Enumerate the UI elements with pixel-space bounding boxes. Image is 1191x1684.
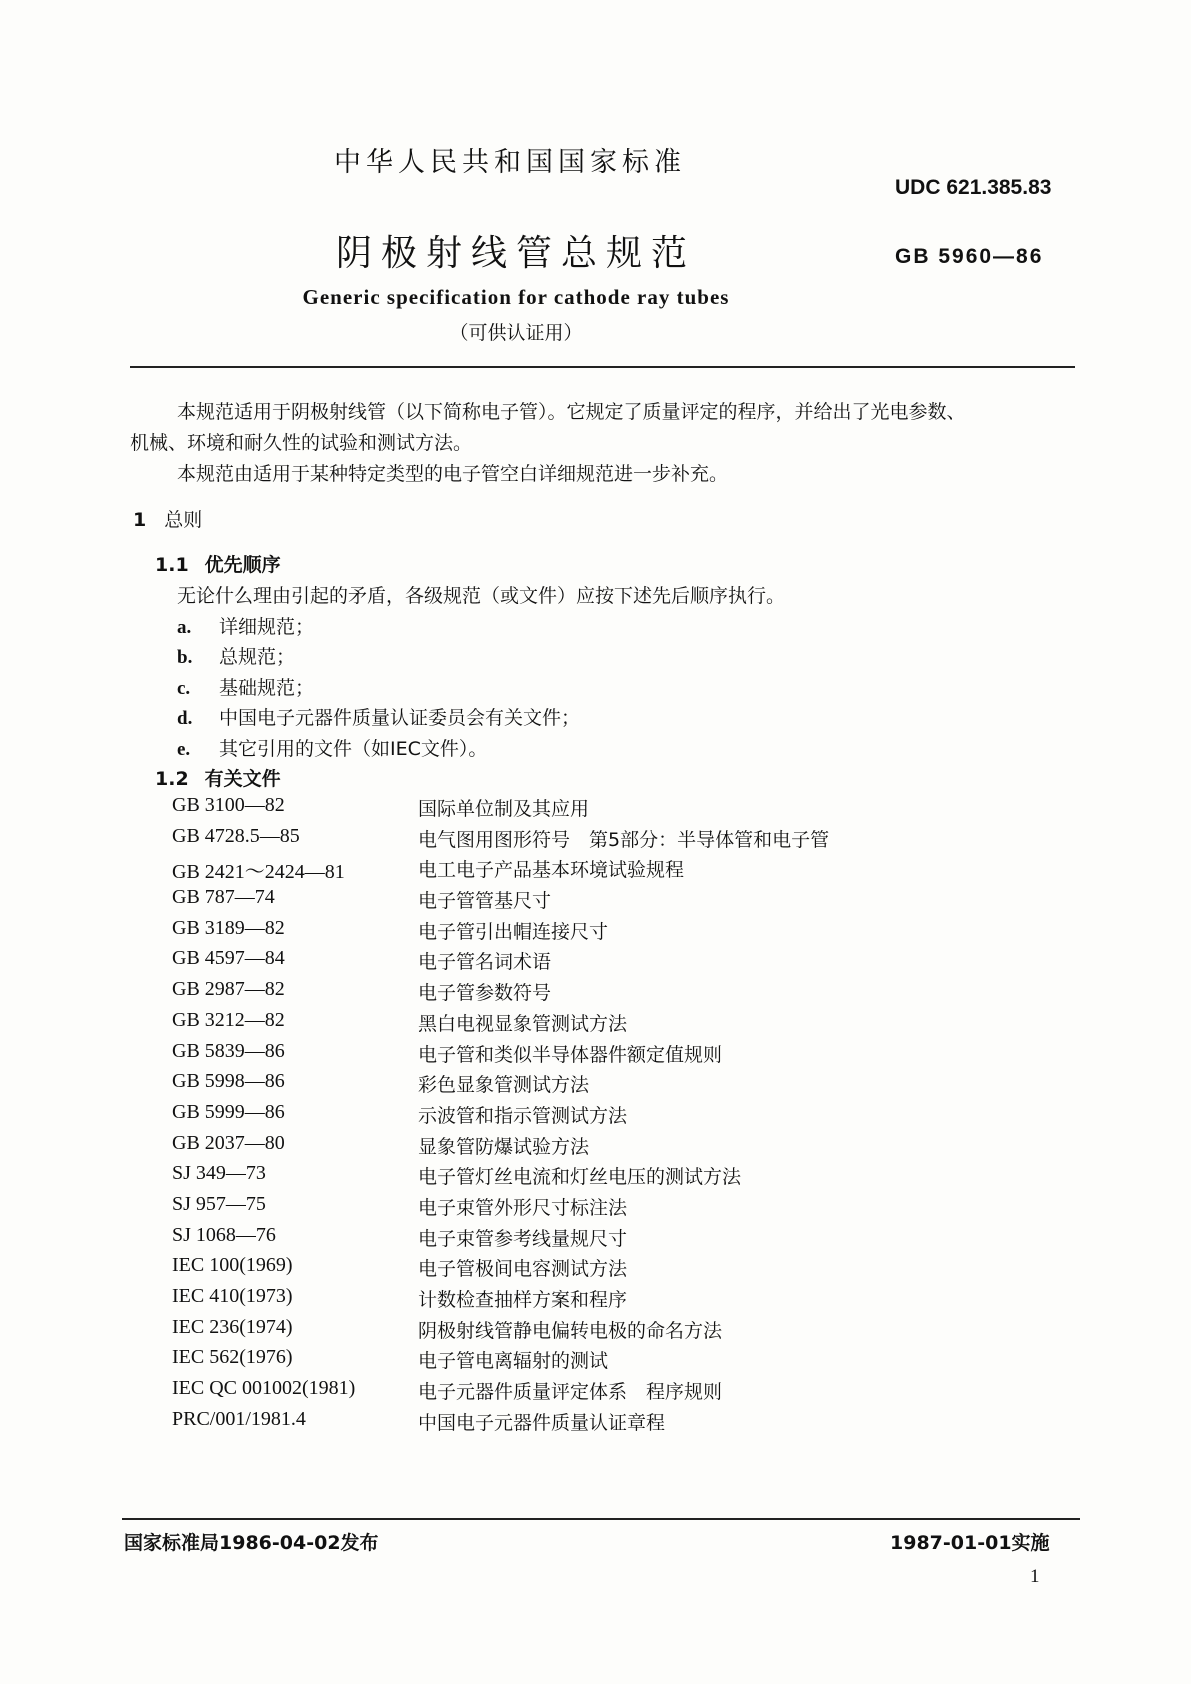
document-code: PRC/001/1981.4 <box>172 1407 306 1430</box>
document-row <box>172 1346 1032 1377</box>
document-code: GB 2037—80 <box>172 1131 285 1154</box>
document-code: GB 3100—82 <box>172 794 285 816</box>
document-row <box>172 1009 1032 1040</box>
document-code: GB 5839—86 <box>172 1039 285 1062</box>
related-documents-list <box>172 794 1032 1438</box>
document-row <box>172 1040 1032 1071</box>
document-code: IEC QC 001002(1981) <box>172 1377 356 1400</box>
item-letter: b. <box>177 647 193 669</box>
document-title: 电子束管参考线量规尺寸 <box>418 1227 628 1250</box>
page-number: 1 <box>1030 1566 1040 1587</box>
list-item <box>177 612 580 642</box>
udc-number: UDC 621.385.83 <box>895 176 1052 199</box>
document-title: 彩色显象管测试方法 <box>418 1074 590 1097</box>
document-row <box>172 917 1032 948</box>
document-title: 电子管名词术语 <box>418 951 552 974</box>
intro-paragraph-2: 本规范由适用于某种特定类型的电子管空白详细规范进一步补充。 <box>177 463 729 485</box>
section-number: 1 <box>133 509 147 531</box>
document-title: 电工电子产品基本环境试验规程 <box>418 859 685 882</box>
document-code: GB 5998—86 <box>172 1070 285 1093</box>
item-letter: d. <box>177 708 193 730</box>
document-title: 电子管管基尺寸 <box>418 890 552 913</box>
effective-date: 1987-01-01实施 <box>890 1532 1050 1554</box>
document-title: 黑白电视显象管测试方法 <box>418 1012 628 1035</box>
bottom-divider <box>122 1518 1080 1520</box>
item-text: 基础规范； <box>219 676 315 699</box>
top-divider <box>130 366 1075 368</box>
document-code: GB 3212—82 <box>172 1008 285 1031</box>
document-code: GB 5999—86 <box>172 1100 285 1123</box>
list-item <box>177 703 580 733</box>
document-row <box>172 1408 1032 1439</box>
item-letter: e. <box>177 738 191 760</box>
section-number: 1.1 <box>155 554 189 576</box>
section-title: 有关文件 <box>204 768 281 790</box>
document-row <box>172 1285 1032 1316</box>
document-title: 电子管引出帽连接尺寸 <box>418 920 609 943</box>
document-code: IEC 562(1976) <box>172 1346 293 1369</box>
document-row <box>172 1377 1032 1408</box>
document-code: GB 4597—84 <box>172 947 285 970</box>
document-row <box>172 886 1032 917</box>
list-item <box>177 642 580 672</box>
document-row <box>172 825 1032 856</box>
document-code: GB 2987—82 <box>172 978 285 1001</box>
priority-intro: 无论什么理由引起的矛盾，各级规范（或文件）应按下述先后顺序执行。 <box>177 585 786 607</box>
document-code: SJ 1068—76 <box>172 1223 276 1246</box>
document-code: GB 787—74 <box>172 886 275 909</box>
document-title: 计数检查抽样方案和程序 <box>418 1289 628 1311</box>
document-code: SJ 349—73 <box>172 1162 266 1185</box>
section-number: 1.2 <box>155 768 189 790</box>
document-code: GB 2421～2424—81 <box>172 861 345 884</box>
document-title: 国际单位制及其应用 <box>418 798 590 820</box>
document-row <box>172 1224 1032 1255</box>
item-letter: c. <box>177 677 191 699</box>
item-text: 其它引用的文件（如IEC文件）。 <box>219 737 488 760</box>
document-row <box>172 1316 1032 1347</box>
intro-paragraph-1: 本规范适用于阴极射线管（以下简称电子管）。它规定了质量评定的程序，并给出了光电参数、 <box>177 401 966 423</box>
item-text: 详细规范； <box>219 616 315 638</box>
section-1-heading <box>133 505 202 532</box>
document-row <box>172 978 1032 1009</box>
document-title: 阴极射线管静电偏转电极的命名方法 <box>418 1319 723 1342</box>
document-title: 电子束管外形尺寸标注法 <box>418 1196 628 1219</box>
document-row <box>172 1162 1032 1193</box>
english-title: Generic specification for cathode ray tubes <box>302 285 730 309</box>
document-row <box>172 1101 1032 1132</box>
document-row <box>172 947 1032 978</box>
item-letter: a. <box>177 617 192 638</box>
issue-date: 国家标准局1986-04-02发布 <box>124 1532 379 1554</box>
document-row <box>172 855 1032 886</box>
document-row <box>172 1254 1032 1285</box>
document-title: 电子管电离辐射的测试 <box>418 1350 609 1373</box>
document-title: 电子管参数符号 <box>418 982 552 1005</box>
document-code: GB 3189—82 <box>172 916 285 939</box>
document-title: 电子管灯丝电流和灯丝电压的测试方法 <box>418 1166 742 1189</box>
document-title: 电子管极间电容测试方法 <box>418 1258 628 1281</box>
document-title: 显象管防爆试验方法 <box>418 1135 590 1158</box>
document-code: IEC 100(1969) <box>172 1254 293 1277</box>
list-item <box>177 734 580 764</box>
document-code: IEC 410(1973) <box>172 1285 293 1307</box>
list-item <box>177 673 580 703</box>
standard-number: GB 5960—86 <box>895 245 1044 268</box>
section-1-1-heading <box>155 550 281 577</box>
page-title: 阴极射线管总规范 <box>335 233 696 274</box>
document-row <box>172 1193 1032 1224</box>
item-text: 总规范； <box>219 646 296 669</box>
document-title: 示波管和指示管测试方法 <box>418 1104 628 1127</box>
document-title: 电子管和类似半导体器件额定值规则 <box>418 1043 723 1066</box>
document-row <box>172 1070 1032 1101</box>
section-1-2-heading <box>155 764 281 791</box>
section-title: 优先顺序 <box>204 554 281 576</box>
item-text: 中国电子元器件质量认证委员会有关文件； <box>219 707 581 730</box>
document-title: 中国电子元器件质量认证章程 <box>418 1411 666 1434</box>
subtitle: （可供认证用） <box>449 322 583 344</box>
priority-list <box>177 612 580 764</box>
document-title: 电气图用图形符号 第5部分：半导体管和电子管 <box>418 828 830 851</box>
intro-paragraph-1-cont: 机械、环境和耐久性的试验和测试方法。 <box>130 432 473 454</box>
document-code: SJ 957—75 <box>172 1192 266 1215</box>
national-standard-heading: 中华人民共和国国家标准 <box>334 147 686 178</box>
document-title: 电子元器件质量评定体系 程序规则 <box>418 1381 723 1404</box>
document-row <box>172 1132 1032 1163</box>
document-row <box>172 794 1032 825</box>
document-code: IEC 236(1974) <box>172 1315 293 1338</box>
section-title: 总则 <box>164 509 203 531</box>
document-code: GB 4728.5—85 <box>172 824 300 847</box>
